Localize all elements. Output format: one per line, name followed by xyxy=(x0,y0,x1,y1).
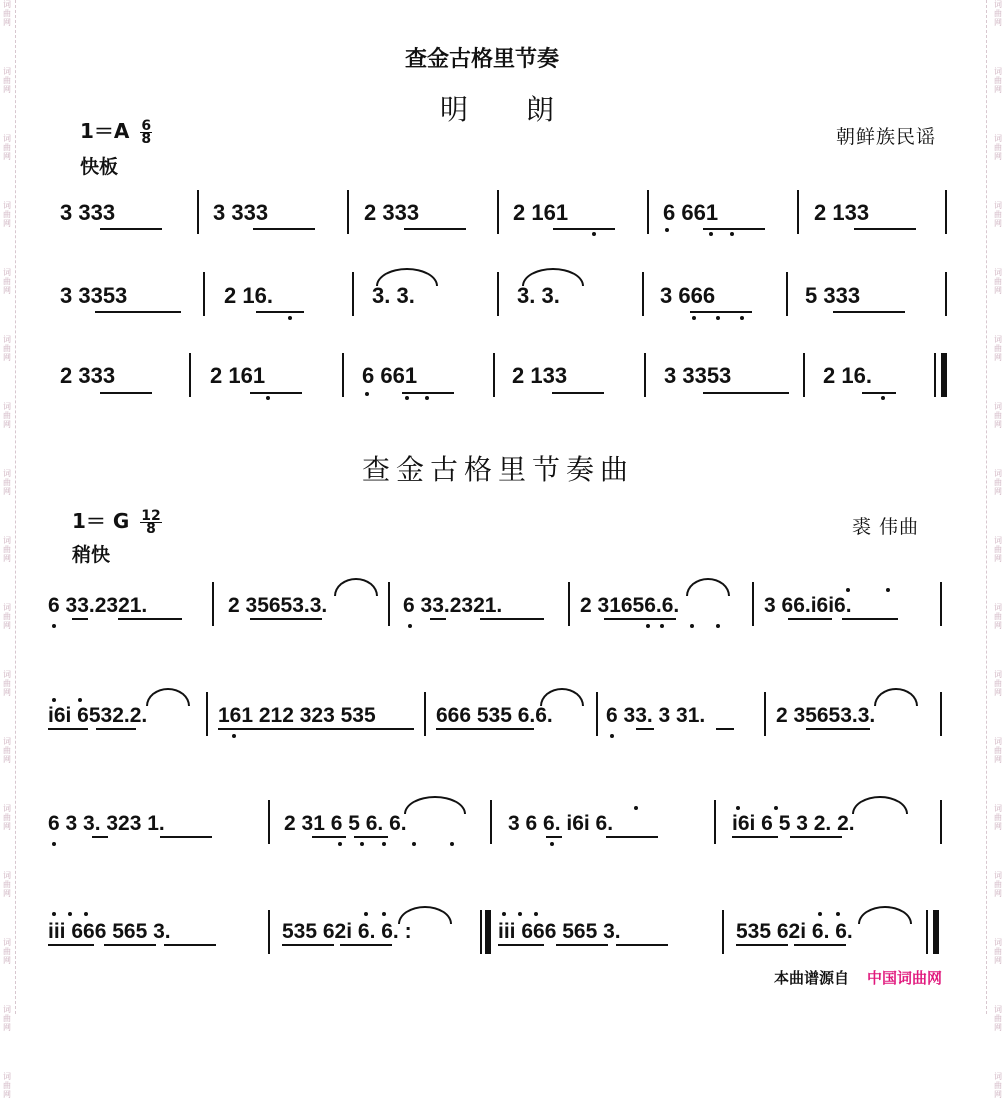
song1-measure: 6 661 xyxy=(362,363,418,388)
song2-measure: 6 33.2321. xyxy=(403,594,503,617)
song2-measure: 2 31 6 5 6. 6. xyxy=(284,812,407,835)
watermark-text: 词 曲 网 xyxy=(994,670,1002,697)
song2-measure: 535 62i 6. 6. : xyxy=(282,920,412,943)
watermark-text: 词 曲 网 xyxy=(994,536,1002,563)
song1-tempo: 快板 xyxy=(80,156,119,178)
watermark-text: 词 曲 网 xyxy=(3,1005,11,1032)
footer-site-link[interactable]: 中国词曲网 xyxy=(867,969,943,987)
watermark-text: 词 曲 网 xyxy=(3,536,11,563)
song1-measure: 3. 3. xyxy=(517,283,560,308)
song1-measure: 2 133 xyxy=(512,363,568,388)
song1-measure: 2 133 xyxy=(814,200,870,225)
watermark-text: 词 曲 网 xyxy=(3,134,11,161)
watermark-text: 词 曲 网 xyxy=(3,603,11,630)
song1-measure: 2 161 xyxy=(513,200,569,225)
song2-measure: 666 535 6.6. xyxy=(436,704,553,727)
song2-measure: iii 666 565 3. xyxy=(48,920,171,943)
song1-measure: 2 333 xyxy=(364,200,420,225)
left-guide-line xyxy=(15,0,16,1014)
watermark-text: 词 曲 网 xyxy=(994,402,1002,429)
watermark-text: 词 曲 网 xyxy=(3,469,11,496)
song1-measure: 6 661 xyxy=(663,200,719,225)
watermark-text: 词 曲 网 xyxy=(3,670,11,697)
watermark-text: 词 曲 网 xyxy=(3,804,11,831)
watermark-text: 词 曲 网 xyxy=(3,938,11,965)
song2-measure: 2 35653.3. xyxy=(228,594,328,617)
watermark-text: 词 曲 网 xyxy=(994,201,1002,228)
song1-meter-denominator: 8 xyxy=(141,131,152,147)
song1-meter-numerator: 6 xyxy=(141,118,152,134)
song1-measure: 3 333 xyxy=(213,200,269,225)
watermark-text: 词 曲 网 xyxy=(3,67,11,94)
song1-key: 1＝A xyxy=(80,119,130,143)
watermark-text: 词 曲 网 xyxy=(994,1005,1002,1032)
watermark-text: 词 曲 网 xyxy=(994,603,1002,630)
song1-measure: 2 333 xyxy=(60,363,116,388)
watermark-text: 词 曲 网 xyxy=(3,1072,11,1099)
watermark-text: 词 曲 网 xyxy=(3,737,11,764)
song1-title: 明朗 xyxy=(440,93,613,126)
song2-meter-numerator: 12 xyxy=(141,508,161,524)
song1-measure: 3 3353 xyxy=(664,363,732,388)
song2-title: 查金古格里节奏曲 xyxy=(362,453,635,486)
watermark-text: 词 曲 网 xyxy=(3,871,11,898)
watermark-text: 词 曲 网 xyxy=(3,335,11,362)
watermark-text: 词 曲 网 xyxy=(994,335,1002,362)
song1-measure: 3 666 xyxy=(660,283,716,308)
page-heading: 查金古格里节奏 xyxy=(405,47,560,72)
watermark-text: 词 曲 网 xyxy=(994,134,1002,161)
watermark-text: 词 曲 网 xyxy=(3,268,11,295)
song1-measure: 2 16. xyxy=(823,363,872,388)
right-watermark xyxy=(991,0,1005,1099)
song1-measure: 5 333 xyxy=(805,283,861,308)
footer-source xyxy=(774,967,942,988)
watermark-text: 词 曲 网 xyxy=(994,268,1002,295)
watermark-text: 词 曲 网 xyxy=(3,402,11,429)
left-watermark xyxy=(0,0,14,1099)
song2-measure: 6 33. 3 31. xyxy=(606,704,706,727)
song2-measure: 3 6 6. i6i 6. xyxy=(508,812,614,835)
song2-key-signature xyxy=(72,505,162,535)
song2-measure: 6 33.2321. xyxy=(48,594,148,617)
song1-meter xyxy=(140,120,152,145)
watermark-text: 词 曲 网 xyxy=(994,1072,1002,1099)
watermark-text: 词 曲 网 xyxy=(994,871,1002,898)
watermark-text: 词 曲 网 xyxy=(994,469,1002,496)
song1-measure: 2 16. xyxy=(224,283,273,308)
song1-credit: 朝鲜族民谣 xyxy=(836,126,937,148)
watermark-text: 词 曲 网 xyxy=(994,938,1002,965)
watermark-text: 词 曲 网 xyxy=(994,67,1002,94)
song2-measure: 6 3 3. 323 1. xyxy=(48,812,165,835)
watermark-text: 词 曲 网 xyxy=(3,0,11,27)
watermark-text: 词 曲 网 xyxy=(994,0,1002,27)
song2-measure: i6i 6 5 3 2. 2. xyxy=(732,812,855,835)
song1-measure: 3. 3. xyxy=(372,283,415,308)
song2-measure: 2 31656.6. xyxy=(580,594,680,617)
song1-measure: 2 161 xyxy=(210,363,266,388)
song1-measure: 3 333 xyxy=(60,200,116,225)
song2-tempo: 稍快 xyxy=(72,544,111,566)
song2-measure: iii 666 565 3. xyxy=(498,920,621,943)
song2-meter-denominator: 8 xyxy=(146,521,156,537)
watermark-text: 词 曲 网 xyxy=(3,201,11,228)
song2-key: 1＝ G xyxy=(72,509,130,533)
song2-measure: 3 66.i6i6. xyxy=(764,594,852,617)
song2-measure: 535 62i 6. 6. xyxy=(736,920,853,943)
watermark-text: 词 曲 网 xyxy=(994,737,1002,764)
song2-measure: i6i 6532.2. xyxy=(48,704,148,727)
song2-credit: 裘 伟曲 xyxy=(852,516,920,538)
watermark-text: 词 曲 网 xyxy=(994,804,1002,831)
song2-measure: 2 35653.3. xyxy=(776,704,876,727)
song2-meter xyxy=(140,510,161,535)
song2-measure: 161 212 323 535 xyxy=(218,704,376,727)
right-guide-line xyxy=(986,0,987,1014)
footer-source-label: 本曲谱源自 xyxy=(774,969,850,987)
song1-key-signature xyxy=(80,115,152,145)
song1-measure: 3 3353 xyxy=(60,283,128,308)
